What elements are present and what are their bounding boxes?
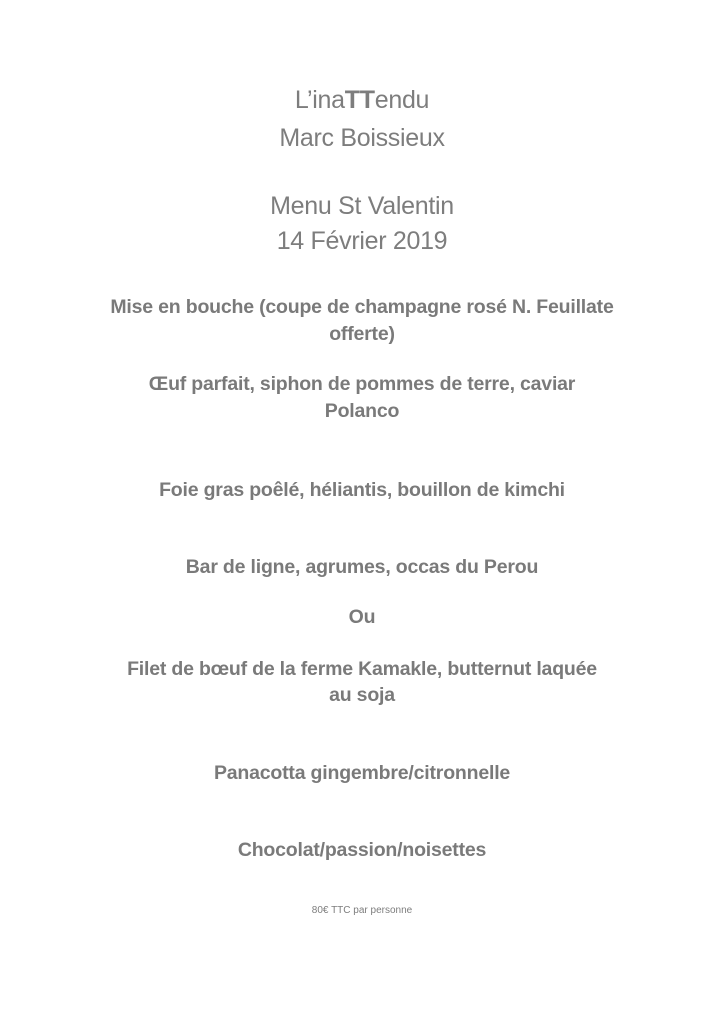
- restaurant-name: [0, 86, 724, 115]
- restaurant-name-part-1: L’ina: [294, 86, 345, 114]
- course-2-line-1: Œuf parfait, siphon de pommes de terre, caviar: [148, 373, 576, 395]
- course-6-line-1: Panacotta gingembre/citronnelle: [213, 762, 511, 784]
- menu-date: 14 Février 2019: [276, 227, 448, 255]
- course-3-line-1: Foie gras poêlé, héliantis, bouillon de kimchi: [159, 479, 565, 501]
- course-4-line-1: Bar de ligne, agrumes, occas du Perou: [185, 556, 539, 578]
- course-1-line-1: Mise en bouche (coupe de champagne rosé N. Feuillate: [110, 296, 614, 318]
- course-5-line-2: au soja: [329, 684, 395, 706]
- chef-name: Marc Boissieux: [279, 124, 445, 152]
- restaurant-name-part-3: endu: [374, 86, 430, 114]
- course-2-line-2: Polanco: [324, 400, 400, 422]
- course-1-line-2: offerte): [329, 323, 395, 345]
- course-7-line-1: Chocolat/passion/noisettes: [237, 839, 487, 861]
- menu-title: Menu St Valentin: [270, 192, 454, 220]
- course-choice-separator: Ou: [348, 606, 376, 628]
- price-note: 80€ TTC par personne: [311, 905, 413, 916]
- course-5-line-1: Filet de bœuf de la ferme Kamakle, butternut laquée: [127, 658, 597, 680]
- restaurant-name-part-2: TT: [344, 86, 375, 114]
